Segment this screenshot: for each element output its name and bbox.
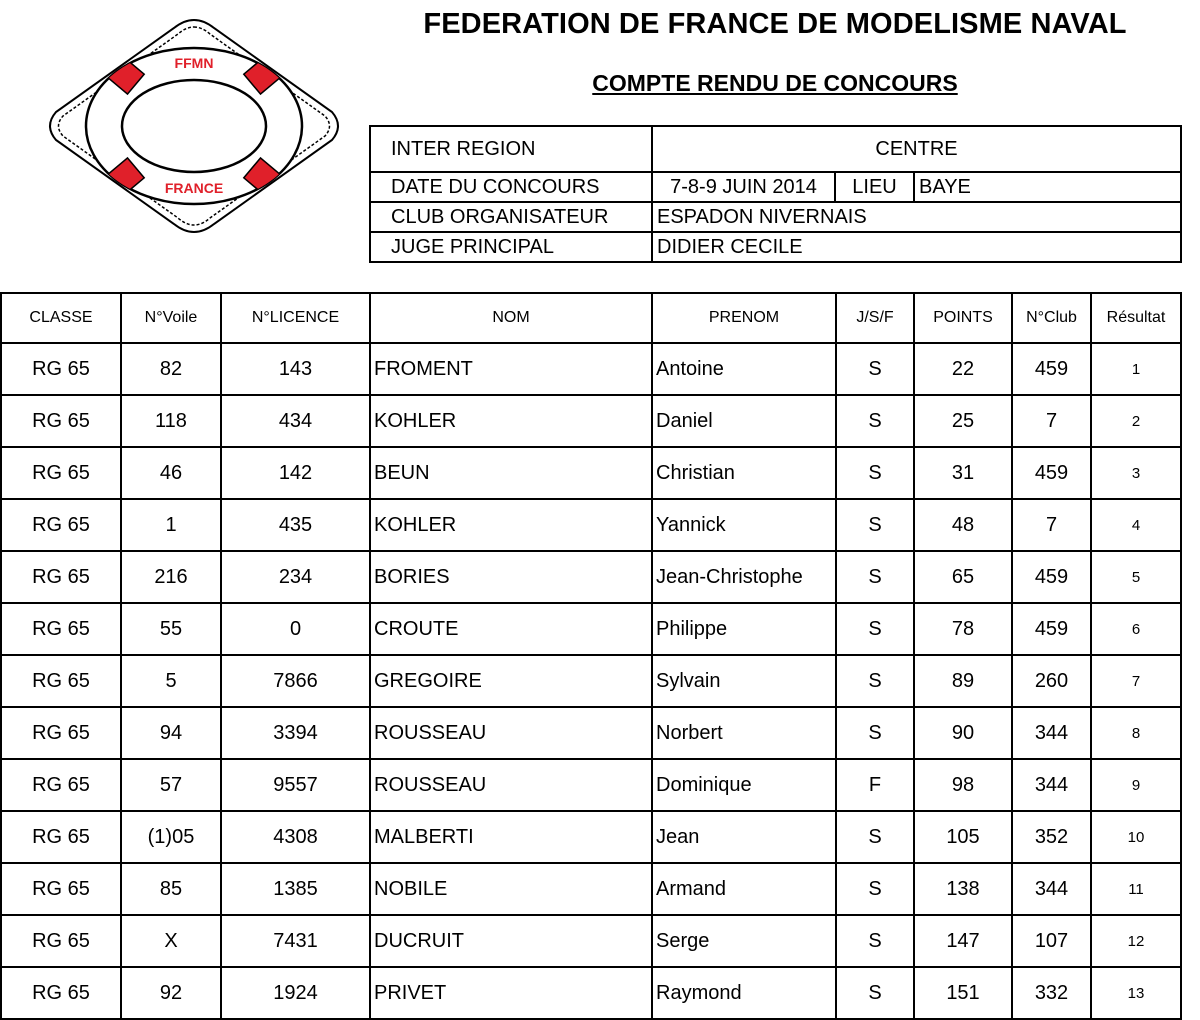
cell-resultat: 3 <box>1091 447 1181 499</box>
cell-voile: X <box>121 915 221 967</box>
cell-classe: RG 65 <box>1 915 121 967</box>
cell-classe: RG 65 <box>1 395 121 447</box>
cell-prenom: Yannick <box>652 499 836 551</box>
cell-nom: ROUSSEAU <box>370 707 652 759</box>
cell-points: 48 <box>914 499 1012 551</box>
cell-club: 459 <box>1012 603 1091 655</box>
results-header-row <box>1 293 1181 343</box>
cell-resultat: 6 <box>1091 603 1181 655</box>
cell-voile: 85 <box>121 863 221 915</box>
cell-classe: RG 65 <box>1 811 121 863</box>
col-header-prenom: PRENOM <box>652 293 836 343</box>
cell-jsf: S <box>836 811 914 863</box>
cell-jsf: S <box>836 655 914 707</box>
cell-club: 7 <box>1012 499 1091 551</box>
cell-classe: RG 65 <box>1 499 121 551</box>
cell-club: 459 <box>1012 551 1091 603</box>
cell-licence: 1385 <box>221 863 370 915</box>
cell-voile: 5 <box>121 655 221 707</box>
cell-licence: 4308 <box>221 811 370 863</box>
date-label: DATE DU CONCOURS <box>370 172 652 202</box>
table-row <box>1 811 1181 863</box>
cell-resultat: 13 <box>1091 967 1181 1019</box>
results-table <box>0 292 1182 1020</box>
col-header-resultat: Résultat <box>1091 293 1181 343</box>
cell-nom: NOBILE <box>370 863 652 915</box>
juge-label: JUGE PRINCIPAL <box>370 232 652 262</box>
cell-licence: 143 <box>221 343 370 395</box>
date-value: 7-8-9 JUIN 2014 <box>652 172 835 202</box>
cell-resultat: 7 <box>1091 655 1181 707</box>
info-row-club <box>370 202 1181 232</box>
contest-info-table <box>369 125 1182 263</box>
info-row-date <box>370 172 1181 202</box>
cell-voile: 92 <box>121 967 221 1019</box>
cell-prenom: Dominique <box>652 759 836 811</box>
cell-prenom: Armand <box>652 863 836 915</box>
col-header-nom: NOM <box>370 293 652 343</box>
cell-jsf: S <box>836 551 914 603</box>
cell-voile: 82 <box>121 343 221 395</box>
cell-prenom: Christian <box>652 447 836 499</box>
cell-jsf: S <box>836 863 914 915</box>
cell-points: 105 <box>914 811 1012 863</box>
table-row <box>1 707 1181 759</box>
cell-classe: RG 65 <box>1 343 121 395</box>
cell-club: 344 <box>1012 707 1091 759</box>
cell-licence: 7431 <box>221 915 370 967</box>
cell-points: 90 <box>914 707 1012 759</box>
cell-prenom: Sylvain <box>652 655 836 707</box>
cell-nom: DUCRUIT <box>370 915 652 967</box>
cell-points: 89 <box>914 655 1012 707</box>
cell-prenom: Jean-Christophe <box>652 551 836 603</box>
cell-nom: ROUSSEAU <box>370 759 652 811</box>
cell-nom: MALBERTI <box>370 811 652 863</box>
cell-points: 22 <box>914 343 1012 395</box>
cell-prenom: Antoine <box>652 343 836 395</box>
cell-nom: GREGOIRE <box>370 655 652 707</box>
cell-jsf: S <box>836 915 914 967</box>
logo-bottom-text: FRANCE <box>164 180 224 196</box>
table-row <box>1 915 1181 967</box>
table-row <box>1 863 1181 915</box>
cell-jsf: S <box>836 343 914 395</box>
table-row <box>1 447 1181 499</box>
inter-region-value: CENTRE <box>652 126 1181 172</box>
cell-prenom: Serge <box>652 915 836 967</box>
lieu-value: BAYE <box>914 172 1181 202</box>
cell-points: 25 <box>914 395 1012 447</box>
lifebuoy-icon <box>44 16 344 236</box>
cell-resultat: 10 <box>1091 811 1181 863</box>
cell-resultat: 11 <box>1091 863 1181 915</box>
cell-prenom: Raymond <box>652 967 836 1019</box>
table-row <box>1 759 1181 811</box>
cell-nom: FROMENT <box>370 343 652 395</box>
col-header-club: N°Club <box>1012 293 1091 343</box>
cell-prenom: Jean <box>652 811 836 863</box>
club-label: CLUB ORGANISATEUR <box>370 202 652 232</box>
cell-voile: 94 <box>121 707 221 759</box>
cell-resultat: 2 <box>1091 395 1181 447</box>
table-row <box>1 499 1181 551</box>
table-row <box>1 967 1181 1019</box>
table-row <box>1 603 1181 655</box>
cell-points: 147 <box>914 915 1012 967</box>
cell-nom: KOHLER <box>370 499 652 551</box>
cell-resultat: 1 <box>1091 343 1181 395</box>
cell-resultat: 5 <box>1091 551 1181 603</box>
cell-classe: RG 65 <box>1 551 121 603</box>
cell-resultat: 12 <box>1091 915 1181 967</box>
cell-voile: 46 <box>121 447 221 499</box>
cell-club: 344 <box>1012 759 1091 811</box>
table-row <box>1 395 1181 447</box>
cell-jsf: S <box>836 603 914 655</box>
cell-classe: RG 65 <box>1 603 121 655</box>
cell-nom: KOHLER <box>370 395 652 447</box>
cell-licence: 1924 <box>221 967 370 1019</box>
cell-licence: 9557 <box>221 759 370 811</box>
cell-classe: RG 65 <box>1 759 121 811</box>
cell-resultat: 8 <box>1091 707 1181 759</box>
cell-licence: 7866 <box>221 655 370 707</box>
cell-jsf: F <box>836 759 914 811</box>
cell-resultat: 9 <box>1091 759 1181 811</box>
cell-resultat: 4 <box>1091 499 1181 551</box>
cell-nom: BORIES <box>370 551 652 603</box>
cell-points: 151 <box>914 967 1012 1019</box>
cell-licence: 435 <box>221 499 370 551</box>
cell-prenom: Norbert <box>652 707 836 759</box>
cell-licence: 434 <box>221 395 370 447</box>
cell-nom: PRIVET <box>370 967 652 1019</box>
table-row <box>1 551 1181 603</box>
cell-jsf: S <box>836 499 914 551</box>
cell-classe: RG 65 <box>1 863 121 915</box>
cell-club: 459 <box>1012 343 1091 395</box>
cell-jsf: S <box>836 447 914 499</box>
cell-club: 107 <box>1012 915 1091 967</box>
cell-nom: BEUN <box>370 447 652 499</box>
cell-jsf: S <box>836 707 914 759</box>
cell-licence: 234 <box>221 551 370 603</box>
cell-club: 459 <box>1012 447 1091 499</box>
cell-points: 98 <box>914 759 1012 811</box>
cell-licence: 142 <box>221 447 370 499</box>
cell-voile: 57 <box>121 759 221 811</box>
cell-club: 260 <box>1012 655 1091 707</box>
page-subtitle: COMPTE RENDU DE CONCOURS <box>592 70 958 96</box>
page-title: FEDERATION DE FRANCE DE MODELISME NAVAL <box>423 8 1127 40</box>
info-row-inter-region <box>370 126 1181 172</box>
cell-club: 7 <box>1012 395 1091 447</box>
cell-club: 332 <box>1012 967 1091 1019</box>
cell-classe: RG 65 <box>1 967 121 1019</box>
cell-points: 65 <box>914 551 1012 603</box>
cell-prenom: Philippe <box>652 603 836 655</box>
table-row <box>1 343 1181 395</box>
cell-voile: 1 <box>121 499 221 551</box>
cell-voile: 216 <box>121 551 221 603</box>
cell-points: 78 <box>914 603 1012 655</box>
lieu-label: LIEU <box>835 172 914 202</box>
cell-club: 352 <box>1012 811 1091 863</box>
club-value: ESPADON NIVERNAIS <box>652 202 1181 232</box>
col-header-classe: CLASSE <box>1 293 121 343</box>
cell-licence: 0 <box>221 603 370 655</box>
cell-club: 344 <box>1012 863 1091 915</box>
cell-points: 138 <box>914 863 1012 915</box>
logo-top-text: FFMN <box>174 55 214 71</box>
cell-voile: (1)05 <box>121 811 221 863</box>
cell-points: 31 <box>914 447 1012 499</box>
cell-voile: 118 <box>121 395 221 447</box>
cell-nom: CROUTE <box>370 603 652 655</box>
cell-classe: RG 65 <box>1 707 121 759</box>
col-header-licence: N°LICENCE <box>221 293 370 343</box>
col-header-points: POINTS <box>914 293 1012 343</box>
ffmn-logo <box>44 16 344 236</box>
inter-region-label: INTER REGION <box>370 126 652 172</box>
cell-classe: RG 65 <box>1 655 121 707</box>
cell-jsf: S <box>836 395 914 447</box>
cell-classe: RG 65 <box>1 447 121 499</box>
table-row <box>1 655 1181 707</box>
cell-prenom: Daniel <box>652 395 836 447</box>
cell-voile: 55 <box>121 603 221 655</box>
juge-value: DIDIER CECILE <box>652 232 1181 262</box>
col-header-voile: N°Voile <box>121 293 221 343</box>
cell-licence: 3394 <box>221 707 370 759</box>
info-row-juge <box>370 232 1181 262</box>
cell-jsf: S <box>836 967 914 1019</box>
col-header-jsf: J/S/F <box>836 293 914 343</box>
